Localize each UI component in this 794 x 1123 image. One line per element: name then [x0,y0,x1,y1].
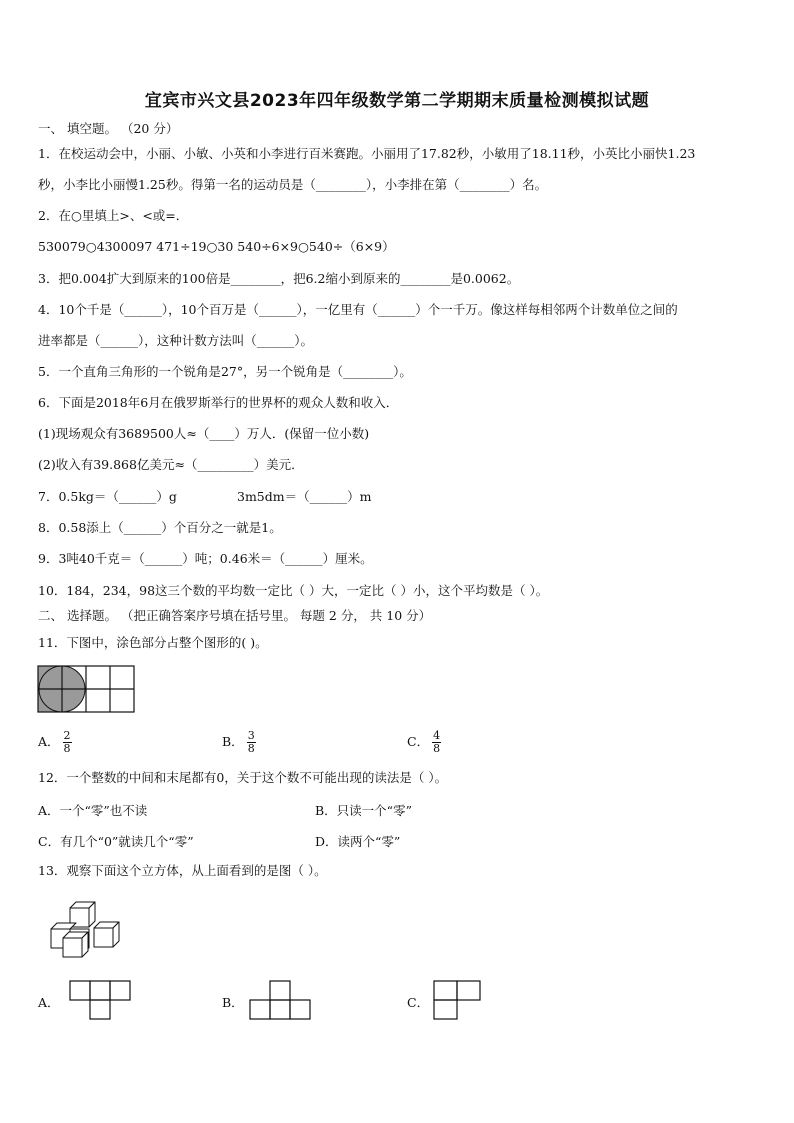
numerator: 2 [63,729,71,742]
question-4-line-2: 进率都是（______），这种计数方法叫（______）。 [38,333,314,348]
question-7-part-a: 7．0.5kg＝（______）g [38,489,177,504]
question-12-option-b[interactable]: B．只读一个“零” [315,803,412,818]
question-8: 8．0.58添上（______）个百分之一就是1。 [38,520,282,535]
question-1-line-2: 秒，小李比小丽慢1.25秒。得第一名的运动员是（________），小李排在第（________）名。 [38,177,548,192]
denominator: 8 [63,742,71,755]
question-6-part-2: (2)收入有39.868亿美元≈（_________）美元． [38,457,304,472]
question-11-option-a[interactable] [38,730,72,755]
question-6: 6．下面是2018年6月在俄罗斯举行的世界杯的观众人数和收入． [38,395,399,410]
option-letter: C． [407,734,430,749]
question-2: 2．在○里填上>、<或=． [38,208,189,223]
option-letter: B． [222,734,244,749]
denominator: 8 [247,742,255,755]
question-11-option-b[interactable] [222,730,256,755]
question-9: 9．3吨40千克＝（______）吨；0.46米＝（______）厘米。 [38,551,373,566]
question-3: 3．把0.004扩大到原来的100倍是________，把6.2缩小到原来的________是0.0062。 [38,271,520,286]
question-13-cube-figure [44,900,124,962]
question-13-option-c-figure[interactable] [433,980,481,1020]
question-12-option-a[interactable]: A．一个“零”也不读 [38,803,148,818]
section-fill-in-heading: 一、 填空题。 （20 分） [38,121,179,136]
question-7-part-b: 3m5dm＝（______）m [237,489,372,504]
fraction [63,730,72,755]
question-1-line-1: 1．在校运动会中，小丽、小敏、小英和小李进行百米赛跑。小丽用了17.82秒，小敏用了18.11秒，小英比小丽快1.23 [38,146,696,161]
numerator: 3 [247,729,255,742]
page-title: 宜宾市兴文县2023年四年级数学第二学期期末质量检测模拟试题 [144,91,650,111]
section-choice-heading: 二、 选择题。 （把正确答案序号填在括号里。 每题 2 分， 共 10 分） [38,608,432,623]
question-12-option-d[interactable]: D．读两个“零” [315,834,401,849]
question-12: 12．一个整数的中间和末尾都有0，关于这个数不可能出现的读法是（ ）。 [38,770,448,785]
question-13-option-a-figure[interactable] [69,980,131,1020]
numerator: 4 [433,729,441,742]
denominator: 8 [433,742,441,755]
question-4-line-1: 4．10个千是（______），10个百万是（______），一亿里有（______）个一千万。像这样每相邻两个计数单位之间的 [38,302,678,317]
question-13-option-a-label[interactable]: A． [38,995,60,1010]
option-letter: A． [38,734,60,749]
question-11: 11．下图中，涂色部分占整个图形的( )。 [38,635,268,650]
question-11-option-c[interactable] [407,730,441,755]
question-11-figure [38,666,134,712]
question-13-option-b-label[interactable]: B． [222,995,244,1010]
question-13: 13．观察下面这个立方体，从上面看到的是图（ ）。 [38,863,327,878]
fraction [247,730,256,755]
question-2-items: 530079○4300097 471÷19○30 540÷6×9○540÷（6×9） [38,239,395,254]
question-10: 10．184，234，98这三个数的平均数一定比（ ）大，一定比（ ）小，这个平均数是（ ）。 [38,583,549,598]
question-12-option-c[interactable]: C．有几个“0”就读几个“零” [38,834,194,849]
question-6-part-1: (1)现场观众有3689500人≈（____）万人．(保留一位小数) [38,426,370,441]
question-13-option-b-figure[interactable] [249,980,311,1020]
question-13-option-c-label[interactable]: C． [407,995,430,1010]
question-5: 5．一个直角三角形的一个锐角是27°，另一个锐角是（________）。 [38,364,412,379]
fraction [432,730,441,755]
